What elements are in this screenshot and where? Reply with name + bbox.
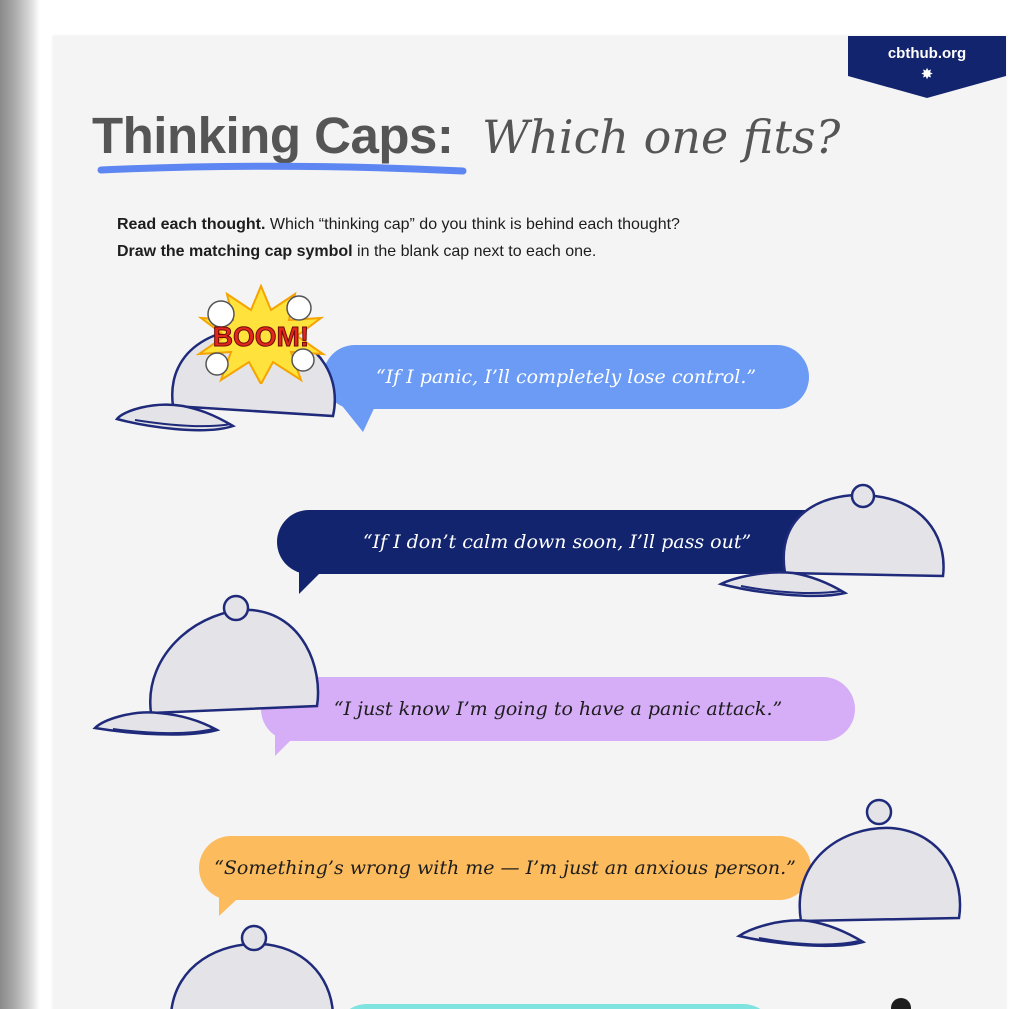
instruction-line-1: Read each thought. Which “thinking cap” do you think is behind each thought? xyxy=(117,216,680,233)
thought-bubble-4 xyxy=(199,836,811,900)
cap-icon-2[interactable] xyxy=(715,448,955,608)
thought-text-4: “Something’s wrong with me — I’m just an anxious person.” xyxy=(214,857,796,879)
cap-icon-3[interactable] xyxy=(91,588,331,748)
brand-site-label: cbthub.org xyxy=(887,45,967,62)
thought-bubble-3 xyxy=(261,677,855,741)
thought-text-1: “If I panic, I’ll completely lose control.” xyxy=(375,366,757,388)
title-underline xyxy=(97,158,467,178)
thought-bubble-5 xyxy=(335,1004,775,1009)
page-title xyxy=(92,96,892,186)
thought-text-3: “I just know I’m going to have a panic attack.” xyxy=(333,698,783,720)
brand-ribbon[interactable] xyxy=(848,36,1006,98)
page-shadow xyxy=(0,0,40,1009)
boom-burst-shape xyxy=(191,284,331,384)
cap-icon-5[interactable] xyxy=(161,924,361,1009)
cap-icon-4[interactable] xyxy=(733,796,973,956)
star-icon: ✸ xyxy=(920,65,934,83)
thought-bubble-1 xyxy=(323,345,809,409)
title-main: Thinking Caps: xyxy=(92,107,454,164)
thought-text-2: “If I don’t calm down soon, I’ll pass out” xyxy=(362,531,752,553)
boom-burst-icon xyxy=(191,284,331,384)
boom-text: BOOM! xyxy=(212,321,310,352)
partial-icon xyxy=(891,998,911,1009)
title-subtitle: Which one fits? xyxy=(482,110,841,164)
instruction-line-2: Draw the matching cap symbol in the blank cap next to each one. xyxy=(117,243,597,260)
worksheet-page xyxy=(53,36,1006,1009)
instructions xyxy=(117,211,937,265)
